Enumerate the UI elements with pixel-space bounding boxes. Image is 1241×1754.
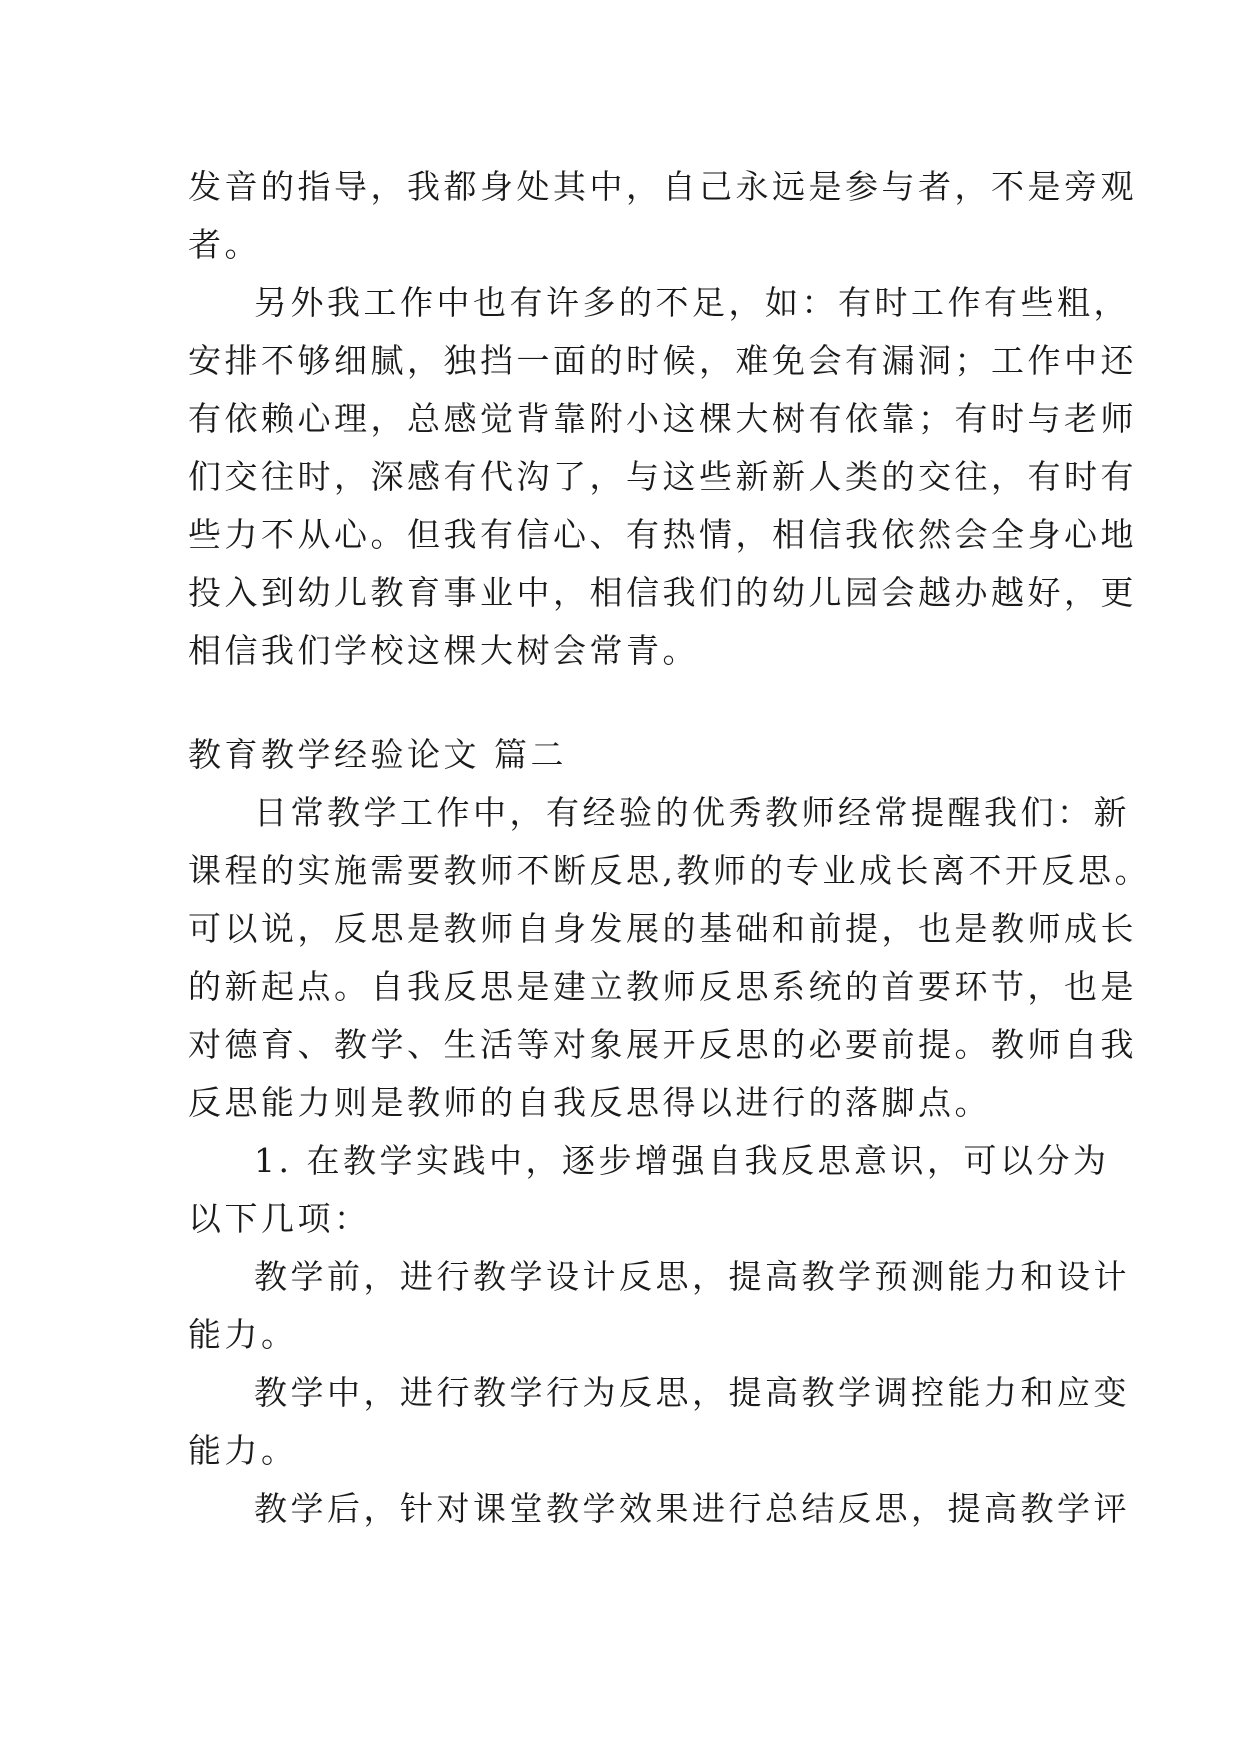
text-line: 些力不从心。但我有信心、有热情，相信我依然会全身心地 (188, 515, 1137, 554)
text-line: 日常教学工作中，有经验的优秀教师经常提醒我们：新 (254, 793, 1130, 832)
text-line: 1. 在教学实践中，逐步增强自我反思意识，可以分为 (254, 1141, 1110, 1180)
text-line: 们交往时，深感有代沟了，与这些新新人类的交往，有时有 (188, 457, 1137, 496)
text-line: 安排不够细腻，独挡一面的时候，难免会有漏洞；工作中还 (188, 341, 1137, 380)
text-line: 相信我们学校这棵大树会常青。 (188, 631, 699, 670)
text-line: 另外我工作中也有许多的不足，如：有时工作有些粗， (254, 283, 1130, 322)
text-line: 投入到幼儿教育事业中，相信我们的幼儿园会越办越好，更 (188, 573, 1137, 612)
text-line: 发音的指导，我都身处其中，自己永远是参与者，不是旁观 (188, 167, 1137, 206)
text-line: 能力。 (188, 1431, 298, 1470)
paragraph-before-teaching (188, 1248, 1130, 1364)
text-line: 教学后，针对课堂教学效果进行总结反思，提高教学评 (254, 1489, 1130, 1528)
paragraph-after-teaching (188, 1480, 1130, 1538)
section-spacer (188, 680, 1068, 726)
text-line: 反思能力则是教师的自我反思得以进行的落脚点。 (188, 1083, 991, 1122)
text-line: 以下几项： (188, 1199, 371, 1238)
paragraph-during-teaching (188, 1364, 1130, 1480)
text-line: 对德育、教学、生活等对象展开反思的必要前提。教师自我 (188, 1025, 1137, 1064)
paragraph-reflection-intro (188, 784, 1151, 1132)
text-line: 教学前，进行教学设计反思，提高教学预测能力和设计 (254, 1257, 1130, 1296)
document-body (188, 158, 1151, 1538)
paragraph-numbered-item (188, 1132, 1110, 1248)
section-heading: 教育教学经验论文 篇二 (188, 735, 567, 774)
text-line: 的新起点。自我反思是建立教师反思系统的首要环节，也是 (188, 967, 1137, 1006)
paragraph-shortcomings (188, 274, 1137, 680)
text-line: 教学中，进行教学行为反思，提高教学调控能力和应变 (254, 1373, 1130, 1412)
text-line: 能力。 (188, 1315, 298, 1354)
text-line: 课程的实施需要教师不断反思,教师的专业成长离不开反思。 (188, 851, 1151, 890)
paragraph-continuation (188, 158, 1137, 274)
text-line: 者。 (188, 225, 261, 264)
text-line: 可以说，反思是教师自身发展的基础和前提，也是教师成长 (188, 909, 1137, 948)
text-line: 有依赖心理，总感觉背靠附小这棵大树有依靠；有时与老师 (188, 399, 1137, 438)
